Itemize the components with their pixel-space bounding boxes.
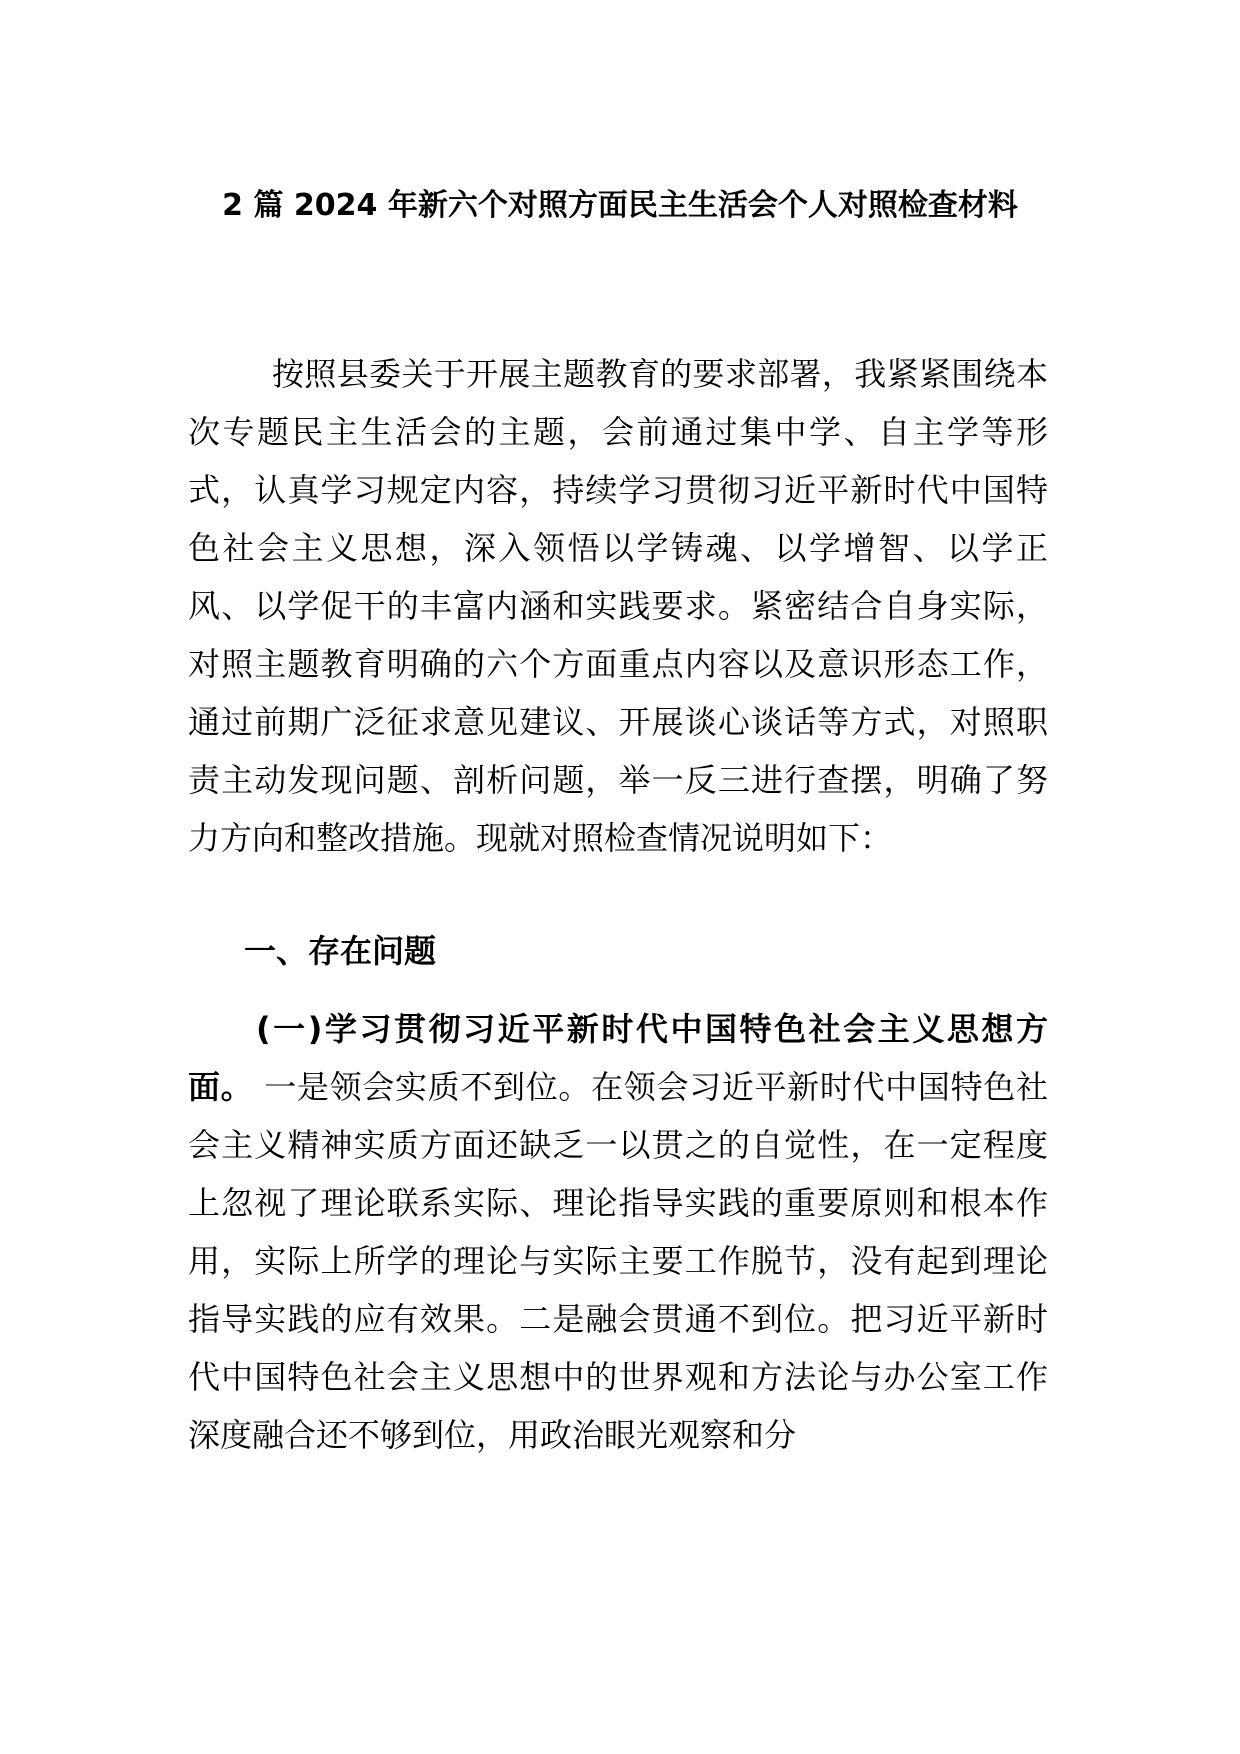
subsection-heading: (一)学习贯彻习近平新时代中国特色社会主义思想方面。 [188,1010,1048,1106]
subsection-text: 一是领会实质不到位。在领会习近平新时代中国特色社会主义精神实质方面还缺乏一以贯之的自觉性，在一定程度上忽视了理论联系实际、理论指导实践的重要原则和根本作用，实际上所学的理论与实际主要工作脱节，没有起到理论指导实践的应有效果。二是融会贯通不到位。把习近平新时代中国特色社会主义思想中的世界观和方法论与办公室工作深度融合还不够到位，用政治眼光观察和分 [188,1068,1048,1454]
intro-paragraph: 按照县委关于开展主题教育的要求部署，我紧紧围绕本次专题民主生活会的主题，会前通过集中学、自主学等形式，认真学习规定内容，持续学习贯彻习近平新时代中国特色社会主义思想，深入领悟以学铸魂、以学增智、以学正风、以学促干的丰富内涵和实践要求。紧密结合自身实际，对照主题教育明确的六个方面重点内容以及意识形态工作，通过前期广泛征求意见建议、开展谈心谈话等方式，对照职责主动发现问题、剖析问题，举一反三进行查摆，明确了努力方向和整改措施。现就对照检查情况说明如下： [188,355,1048,857]
document-title: 2 篇 2024 年新六个对照方面民主生活会个人对照检查材料 [222,188,1018,223]
subsection-paragraph [188,1000,1048,1464]
section-heading: 一、存在问题 [244,932,437,970]
